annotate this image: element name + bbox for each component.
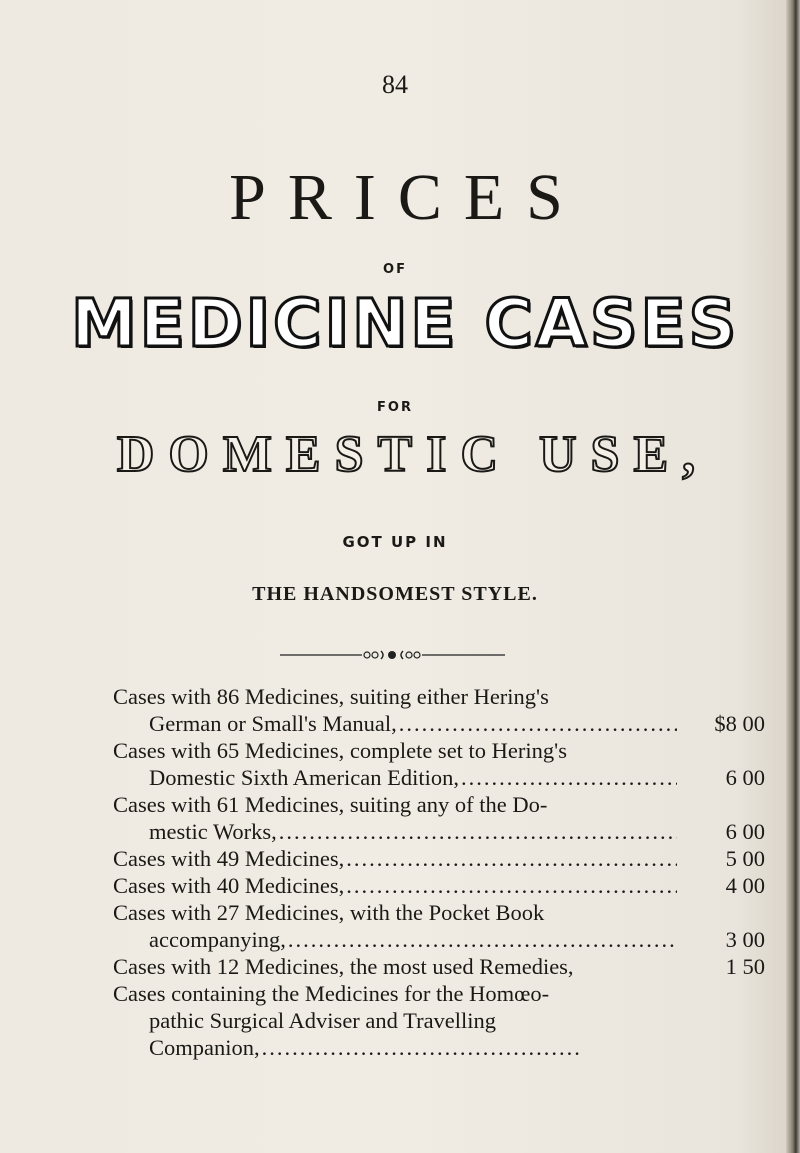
heading-medicine-cases: MEDICINE CASES — [70, 285, 740, 362]
list-item: pathic Surgical Adviser and Travelling — [149, 1008, 497, 1033]
list-item: Domestic Sixth American Edition, ..... 6 00 — [113, 764, 765, 791]
list-item: Companion, ..... — [113, 1034, 765, 1061]
price-value: 3 00 — [725, 927, 765, 952]
heading-of: OF — [383, 262, 407, 277]
list-item: Cases with 61 Medicines, suiting any of the Do- — [113, 792, 548, 817]
list-item: Cases containing the Medicines for the Homœo- — [113, 981, 550, 1006]
price-value: 5 00 — [725, 846, 765, 871]
price-value: $8 00 — [714, 711, 765, 736]
page-number: 84 — [382, 70, 408, 99]
list-item: German or Small's Manual, ..... $8 00 — [113, 710, 765, 737]
list-item: Cases with 65 Medicines, complete set to Hering's — [113, 738, 567, 763]
ornament-divider-icon — [280, 647, 505, 663]
list-item: Cases with 49 Medicines, ..... 5 00 — [113, 845, 765, 872]
price-value: 6 00 — [725, 819, 765, 844]
list-item: Cases with 86 Medicines, suiting either Hering's — [113, 684, 549, 709]
price-list — [113, 683, 765, 1061]
price-value: 1 50 — [725, 954, 765, 979]
list-item: Cases with 12 Medicines, the most used Remedies, 1 50 — [113, 954, 765, 979]
price-value: 4 00 — [725, 873, 765, 898]
list-item: mestic Works, ..... 6 00 — [113, 818, 765, 845]
heading-domestic-use: DOMESTIC USE, — [116, 426, 710, 483]
heading-got-up-in: GOT UP IN — [342, 533, 448, 551]
list-item: Cases with 40 Medicines, ..... 4 00 — [113, 872, 765, 899]
heading-for: FOR — [377, 400, 413, 415]
heading-prices: PRICES — [229, 161, 585, 234]
list-item: accompanying, ..... 3 00 — [113, 926, 765, 953]
heading-handsomest-style: THE HANDSOMEST STYLE. — [252, 583, 538, 605]
price-value: 6 00 — [725, 765, 765, 790]
list-item: Cases with 27 Medicines, with the Pocket Book — [113, 900, 545, 925]
page-edge — [786, 0, 800, 1153]
